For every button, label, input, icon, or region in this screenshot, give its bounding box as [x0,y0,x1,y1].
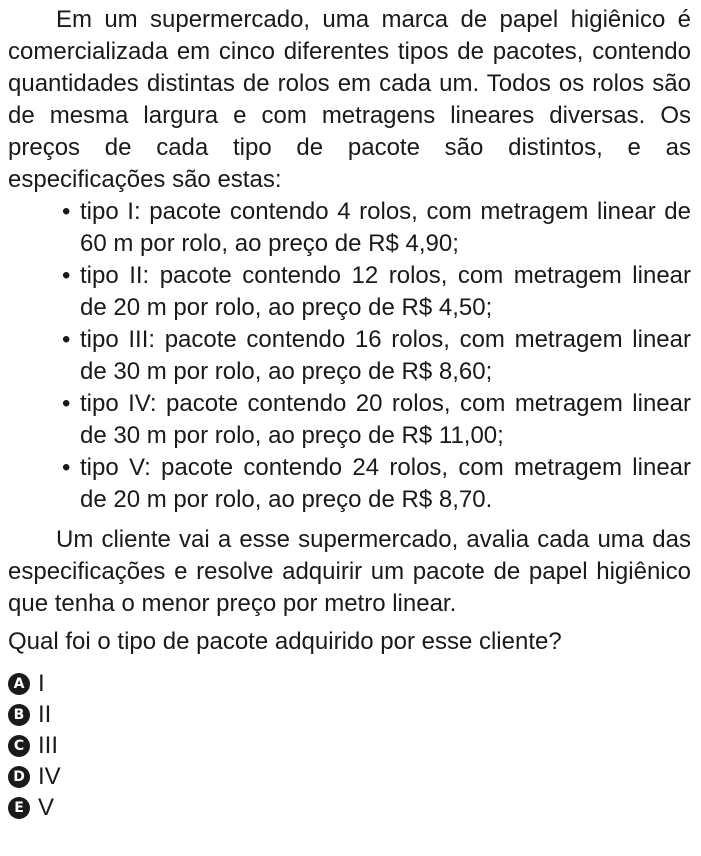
option-a-text: I [38,670,45,697]
context-paragraph: Um cliente vai a esse supermercado, avalia cada uma das especificações e resolve adquirir um pacote de papel higiênico que tenha o menor preço por metro linear. [8,526,691,617]
option-d[interactable] [8,761,691,792]
intro-paragraph: Em um supermercado, uma marca de papel higiênico é comercializada em cinco diferentes tipos de pacotes, contendo quantidades distintas de rolos em cada um. Todos os rolos são de mesma largura e com metragens lineares diversas. Os preços de cada tipo de pacote são distintos, e as especificações são estas: [8,6,691,193]
option-e[interactable] [8,792,691,823]
option-d-text: IV [38,763,61,790]
spec-text: tipo V: pacote contendo 24 rolos, com metragem linear de 20 m por rolo, ao preço de R$ 8,70. [80,454,691,513]
spec-text: tipo I: pacote contendo 4 rolos, com metragem linear de 60 m por rolo, ao preço de R$ 4,90; [80,198,691,257]
question-text: Qual foi o tipo de pacote adquirido por esse cliente? [8,628,562,655]
spec-item-1 [62,196,691,260]
spec-text: tipo II: pacote contendo 12 rolos, com metragem linear de 20 m por rolo, ao preço de R$ 4,50; [80,262,691,321]
option-b-text: II [38,701,52,728]
option-c-text: III [38,732,59,759]
spec-item-4 [62,388,691,452]
spec-list [8,196,691,516]
option-b[interactable] [8,699,691,730]
option-a[interactable] [8,668,691,699]
spec-text: tipo III: pacote contendo 16 rolos, com metragem linear de 30 m por rolo, ao preço de R$ 8,60; [80,326,691,385]
spec-text: tipo IV: pacote contendo 20 rolos, com metragem linear de 30 m por rolo, ao preço de R$ 11,00; [80,390,691,449]
option-a-letter-icon: A [8,673,30,695]
answer-options [8,668,691,823]
option-e-text: V [38,794,55,821]
option-e-letter-icon: E [8,797,30,819]
bullet-icon: • [62,262,71,289]
bullet-icon: • [62,390,71,417]
bullet-icon: • [62,198,71,225]
option-c-letter-icon: C [8,735,30,757]
bullet-icon: • [62,326,71,353]
bullet-icon: • [62,454,71,481]
spec-item-3 [62,324,691,388]
spec-item-2 [62,260,691,324]
option-c[interactable] [8,730,691,761]
option-b-letter-icon: B [8,704,30,726]
spec-item-5 [62,452,691,516]
option-d-letter-icon: D [8,766,30,788]
